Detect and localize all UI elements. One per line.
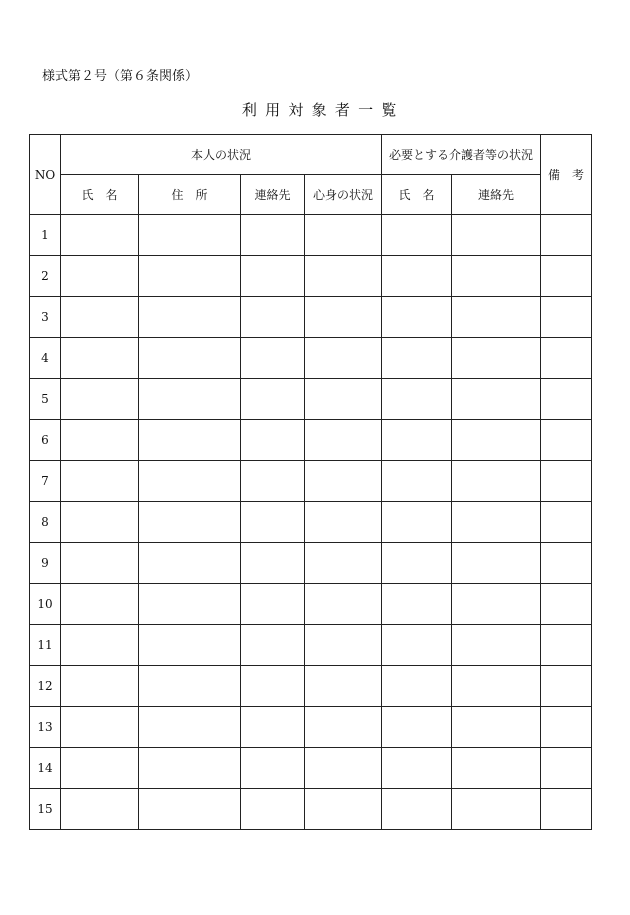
row-number: 4: [30, 338, 61, 379]
remarks-cell: [541, 748, 592, 789]
document-title: 利用対象者一覧: [241, 101, 405, 119]
person-contact-cell: [241, 584, 305, 625]
row-number: 6: [30, 420, 61, 461]
person-name-cell: [61, 625, 139, 666]
remarks-cell: [541, 461, 592, 502]
person-address-cell: [139, 584, 241, 625]
person-condition-cell: [305, 215, 382, 256]
person-address-cell: [139, 748, 241, 789]
caregiver-contact-cell: [452, 502, 541, 543]
person-address-cell: [139, 625, 241, 666]
person-address-cell: [139, 256, 241, 297]
remarks-cell: [541, 625, 592, 666]
row-number: 9: [30, 543, 61, 584]
person-condition-cell: [305, 461, 382, 502]
row-number: 14: [30, 748, 61, 789]
person-name-cell: [61, 420, 139, 461]
table-row: [30, 748, 592, 789]
row-number: 13: [30, 707, 61, 748]
row-number: 10: [30, 584, 61, 625]
caregiver-name-cell: [382, 461, 452, 502]
person-name-cell: [61, 748, 139, 789]
remarks-cell: [541, 256, 592, 297]
roster-table: [29, 134, 592, 830]
person-condition-cell: [305, 625, 382, 666]
caregiver-name-cell: [382, 666, 452, 707]
person-address-cell: [139, 420, 241, 461]
row-number: 7: [30, 461, 61, 502]
remarks-cell: [541, 707, 592, 748]
person-name-cell: [61, 502, 139, 543]
row-number: 15: [30, 789, 61, 830]
caregiver-name-cell: [382, 584, 452, 625]
person-address-cell: [139, 338, 241, 379]
remarks-cell: [541, 789, 592, 830]
remarks-cell: [541, 297, 592, 338]
caregiver-contact-cell: [452, 297, 541, 338]
caregiver-contact-cell: [452, 420, 541, 461]
caregiver-contact-cell: [452, 543, 541, 584]
person-contact-cell: [241, 789, 305, 830]
person-address-cell: [139, 379, 241, 420]
caregiver-name-cell: [382, 625, 452, 666]
row-number: 2: [30, 256, 61, 297]
person-name-cell: [61, 215, 139, 256]
person-contact-cell: [241, 420, 305, 461]
row-number: 3: [30, 297, 61, 338]
header-caregiver-contact: 連絡先: [452, 175, 541, 215]
row-number: 5: [30, 379, 61, 420]
table-row: [30, 707, 592, 748]
remarks-cell: [541, 379, 592, 420]
person-address-cell: [139, 789, 241, 830]
remarks-cell: [541, 502, 592, 543]
person-condition-cell: [305, 543, 382, 584]
remarks-cell: [541, 666, 592, 707]
person-contact-cell: [241, 748, 305, 789]
person-address-cell: [139, 297, 241, 338]
remarks-cell: [541, 420, 592, 461]
header-no: NO: [30, 135, 61, 215]
person-name-cell: [61, 297, 139, 338]
person-condition-cell: [305, 338, 382, 379]
remarks-cell: [541, 338, 592, 379]
table-row: [30, 543, 592, 584]
person-condition-cell: [305, 666, 382, 707]
person-name-cell: [61, 584, 139, 625]
person-contact-cell: [241, 379, 305, 420]
person-contact-cell: [241, 461, 305, 502]
person-name-cell: [61, 256, 139, 297]
roster-body: [30, 215, 592, 830]
caregiver-name-cell: [382, 543, 452, 584]
header-person-status: 本人の状況: [61, 135, 382, 175]
caregiver-contact-cell: [452, 379, 541, 420]
caregiver-name-cell: [382, 748, 452, 789]
table-row: [30, 379, 592, 420]
header-caregiver-name: 氏 名: [382, 175, 452, 215]
person-condition-cell: [305, 256, 382, 297]
caregiver-contact-cell: [452, 748, 541, 789]
caregiver-contact-cell: [452, 338, 541, 379]
person-address-cell: [139, 707, 241, 748]
person-address-cell: [139, 543, 241, 584]
person-name-cell: [61, 666, 139, 707]
person-name-cell: [61, 707, 139, 748]
caregiver-contact-cell: [452, 789, 541, 830]
table-row: [30, 338, 592, 379]
table-row: [30, 666, 592, 707]
remarks-cell: [541, 584, 592, 625]
caregiver-contact-cell: [452, 461, 541, 502]
caregiver-name-cell: [382, 297, 452, 338]
table-row: [30, 256, 592, 297]
person-condition-cell: [305, 584, 382, 625]
person-name-cell: [61, 461, 139, 502]
row-number: 12: [30, 666, 61, 707]
header-person-name: 氏 名: [61, 175, 139, 215]
caregiver-contact-cell: [452, 584, 541, 625]
person-contact-cell: [241, 215, 305, 256]
caregiver-name-cell: [382, 420, 452, 461]
table-row: [30, 625, 592, 666]
person-contact-cell: [241, 625, 305, 666]
caregiver-name-cell: [382, 338, 452, 379]
person-condition-cell: [305, 379, 382, 420]
person-address-cell: [139, 666, 241, 707]
person-condition-cell: [305, 420, 382, 461]
person-contact-cell: [241, 502, 305, 543]
person-contact-cell: [241, 338, 305, 379]
table-row: [30, 420, 592, 461]
table-row: [30, 297, 592, 338]
person-address-cell: [139, 215, 241, 256]
person-contact-cell: [241, 666, 305, 707]
table-row: [30, 502, 592, 543]
remarks-cell: [541, 543, 592, 584]
table-row: [30, 215, 592, 256]
person-condition-cell: [305, 748, 382, 789]
caregiver-contact-cell: [452, 707, 541, 748]
caregiver-contact-cell: [452, 215, 541, 256]
caregiver-name-cell: [382, 789, 452, 830]
person-condition-cell: [305, 502, 382, 543]
person-condition-cell: [305, 297, 382, 338]
row-number: 11: [30, 625, 61, 666]
person-contact-cell: [241, 707, 305, 748]
caregiver-name-cell: [382, 379, 452, 420]
caregiver-name-cell: [382, 215, 452, 256]
header-remarks: 備 考: [541, 135, 592, 215]
header-person-contact: 連絡先: [241, 175, 305, 215]
person-contact-cell: [241, 297, 305, 338]
caregiver-contact-cell: [452, 256, 541, 297]
caregiver-name-cell: [382, 256, 452, 297]
table-row: [30, 461, 592, 502]
person-contact-cell: [241, 543, 305, 584]
caregiver-contact-cell: [452, 666, 541, 707]
person-name-cell: [61, 379, 139, 420]
person-name-cell: [61, 789, 139, 830]
person-condition-cell: [305, 707, 382, 748]
person-name-cell: [61, 543, 139, 584]
row-number: 8: [30, 502, 61, 543]
form-number: 様式第２号（第６条関係）: [42, 69, 199, 84]
caregiver-contact-cell: [452, 625, 541, 666]
header-caregiver-status: 必要とする介護者等の状況: [382, 135, 541, 175]
remarks-cell: [541, 215, 592, 256]
table-row: [30, 789, 592, 830]
person-name-cell: [61, 338, 139, 379]
row-number: 1: [30, 215, 61, 256]
table-row: [30, 584, 592, 625]
header-person-condition: 心身の状況: [305, 175, 382, 215]
person-condition-cell: [305, 789, 382, 830]
person-address-cell: [139, 502, 241, 543]
caregiver-name-cell: [382, 502, 452, 543]
person-address-cell: [139, 461, 241, 502]
caregiver-name-cell: [382, 707, 452, 748]
person-contact-cell: [241, 256, 305, 297]
header-person-address: 住 所: [139, 175, 241, 215]
